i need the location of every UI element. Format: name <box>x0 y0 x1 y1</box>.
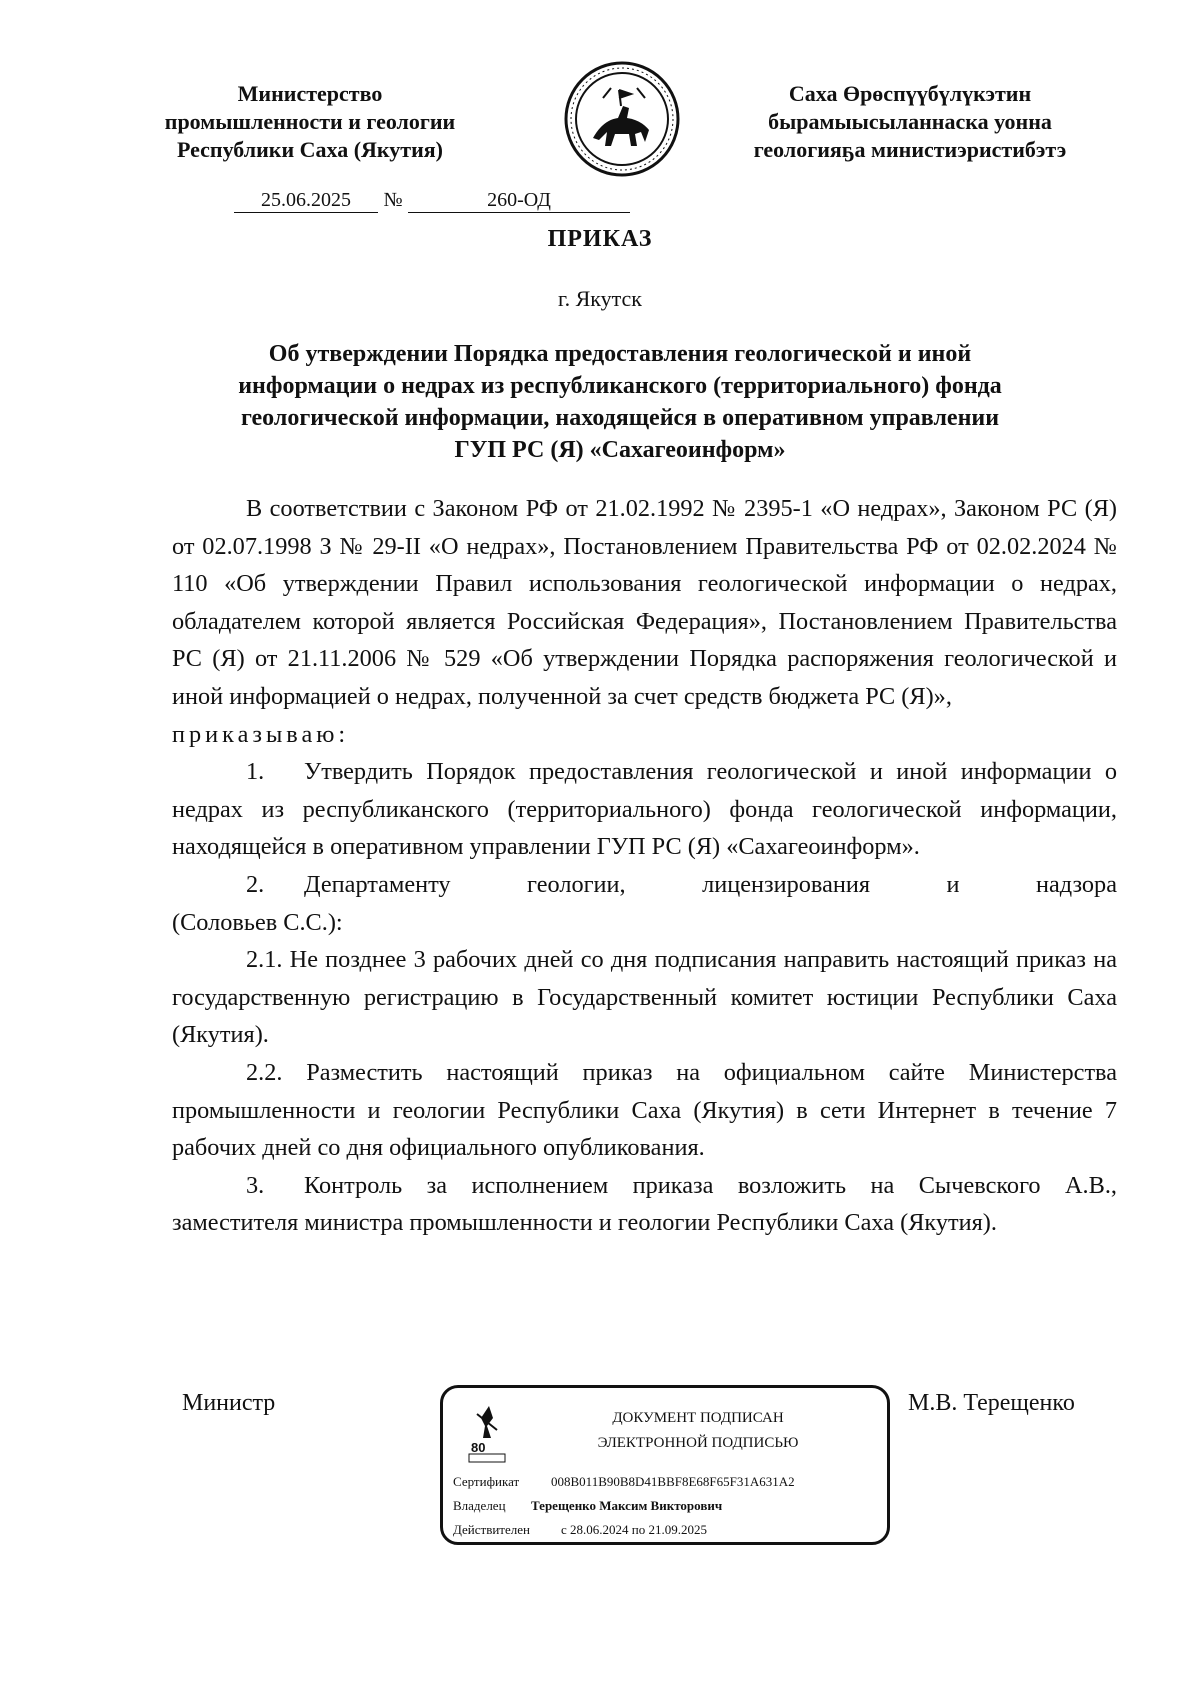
stamp-certificate-row <box>453 1474 795 1490</box>
validity-label: Действителен <box>453 1522 530 1537</box>
subject-line: геологической информации, находящейся в оперативном управлении <box>240 405 1000 431</box>
subject-line: информации о недрах из республиканского (территориального) фонда <box>238 373 1002 399</box>
item-2-2-paragraph: 2.2. Разместить настоящий приказ на официальном сайте Министерства промышленности и геологии Республики Саха (Якутия) в сети Интернет в течение 7 рабочих дней со дня официального опубликования. <box>172 1058 1117 1162</box>
subject-line: ГУП РС (Я) «Сахагеоинформ» <box>454 437 786 463</box>
stamp-title <box>533 1406 863 1456</box>
stamp-validity-row <box>453 1522 707 1538</box>
ministry-name-ru-line: Министерство <box>237 81 383 106</box>
order-body <box>172 490 1117 1242</box>
svg-text:80: 80 <box>471 1440 486 1455</box>
owner-value: Терещенко Максим Викторович <box>531 1498 723 1513</box>
ministry-name-ru <box>140 80 480 164</box>
item-3-number: 3. <box>246 1171 265 1199</box>
ministry-name-ru-line: промышленности и геологии <box>164 109 456 134</box>
order-date: 25.06.2025 <box>234 188 378 213</box>
ministry-name-sakha-line: бырамыысыланнаска уонна <box>768 109 1052 134</box>
order-title: ПРИКАЗ <box>547 226 653 252</box>
ministry-name-sakha-line: геологияҕа министиэристибэтэ <box>753 137 1067 162</box>
order-number: 260-ОД <box>408 188 630 213</box>
order-word: приказываю: <box>172 720 350 748</box>
number-sign: № <box>383 189 403 211</box>
item-1-number: 1. <box>246 758 265 786</box>
subject-line: Об утверждении Порядка предоставления геологической и иной <box>268 341 972 367</box>
victory-80-logo-icon <box>467 1404 507 1464</box>
ministry-name-sakha <box>720 80 1100 164</box>
item-1-paragraph <box>172 753 1117 866</box>
item-2-paragraph <box>172 866 1117 904</box>
item-2-1-paragraph: 2.1. Не позднее 3 рабочих дней со дня подписания направить настоящий приказ на государственную регистрацию в Государственный комитет юстиции Республики Саха (Якутия). <box>172 946 1117 1049</box>
sakha-coat-of-arms-icon <box>563 60 681 178</box>
stamp-owner-row <box>453 1498 722 1514</box>
item-2-number: 2. <box>246 870 265 898</box>
preamble-paragraph: В соответствии с Законом РФ от 21.02.1992 № 2395-1 «О недрах», Законом РС (Я) от 02.07.1998 З № 29-II «О недрах», Постановлением Правительства РФ от 02.02.2024 № 110 «Об утверждении Правил использования геологической информации о недрах, обладателем которой является Российская Федерация», Постановлением Правительства РС (Я) от 21.11.2006 № 529 «Об утверждении Порядка распоряжения геологической и иной информацией о недрах, полученной за счет средств бюджета РС (Я)», <box>172 495 1117 710</box>
ministry-name-ru-line: Республики Саха (Якутия) <box>176 137 444 162</box>
item-3-text: Контроль за исполнением приказа возложить на Сычевского А.В., заместителя министра промышленности и геологии Республики Саха (Якутия). <box>172 1171 1117 1237</box>
item-3-paragraph <box>172 1167 1117 1242</box>
stamp-title-line: ЭЛЕКТРОННОЙ ПОДПИСЬЮ <box>597 1435 799 1451</box>
owner-label: Владелец <box>453 1498 506 1513</box>
order-subject <box>170 338 1070 466</box>
city: г. Якутск <box>558 286 642 311</box>
registration-line <box>234 188 630 214</box>
signatory-name: М.В. Терещенко <box>908 1390 1075 1416</box>
ministry-name-sakha-line: Саха Өрөспүүбүлүкэтин <box>788 81 1032 106</box>
certificate-label: Сертификат <box>453 1474 520 1489</box>
item-1-text: Утвердить Порядок предоставления геологической и иной информации о недрах из республиканского (территориального) фонда геологической информации, находящейся в оперативном управлении ГУП РС (Я) «Сахагеоинформ». <box>172 758 1117 861</box>
item-2-text: Департаменту геологии, лицензирования и надзора <box>304 870 1117 898</box>
signatory-position: Министр <box>182 1390 276 1416</box>
stamp-title-line: ДОКУМЕНТ ПОДПИСАН <box>612 1410 784 1426</box>
item-2-executor: (Соловьев С.С.): <box>172 908 343 936</box>
electronic-signature-stamp <box>440 1385 890 1545</box>
certificate-value: 008B011B90B8D41BBF8E68F65F31A631A2 <box>551 1474 795 1489</box>
validity-value: с 28.06.2024 по 21.09.2025 <box>561 1522 707 1537</box>
